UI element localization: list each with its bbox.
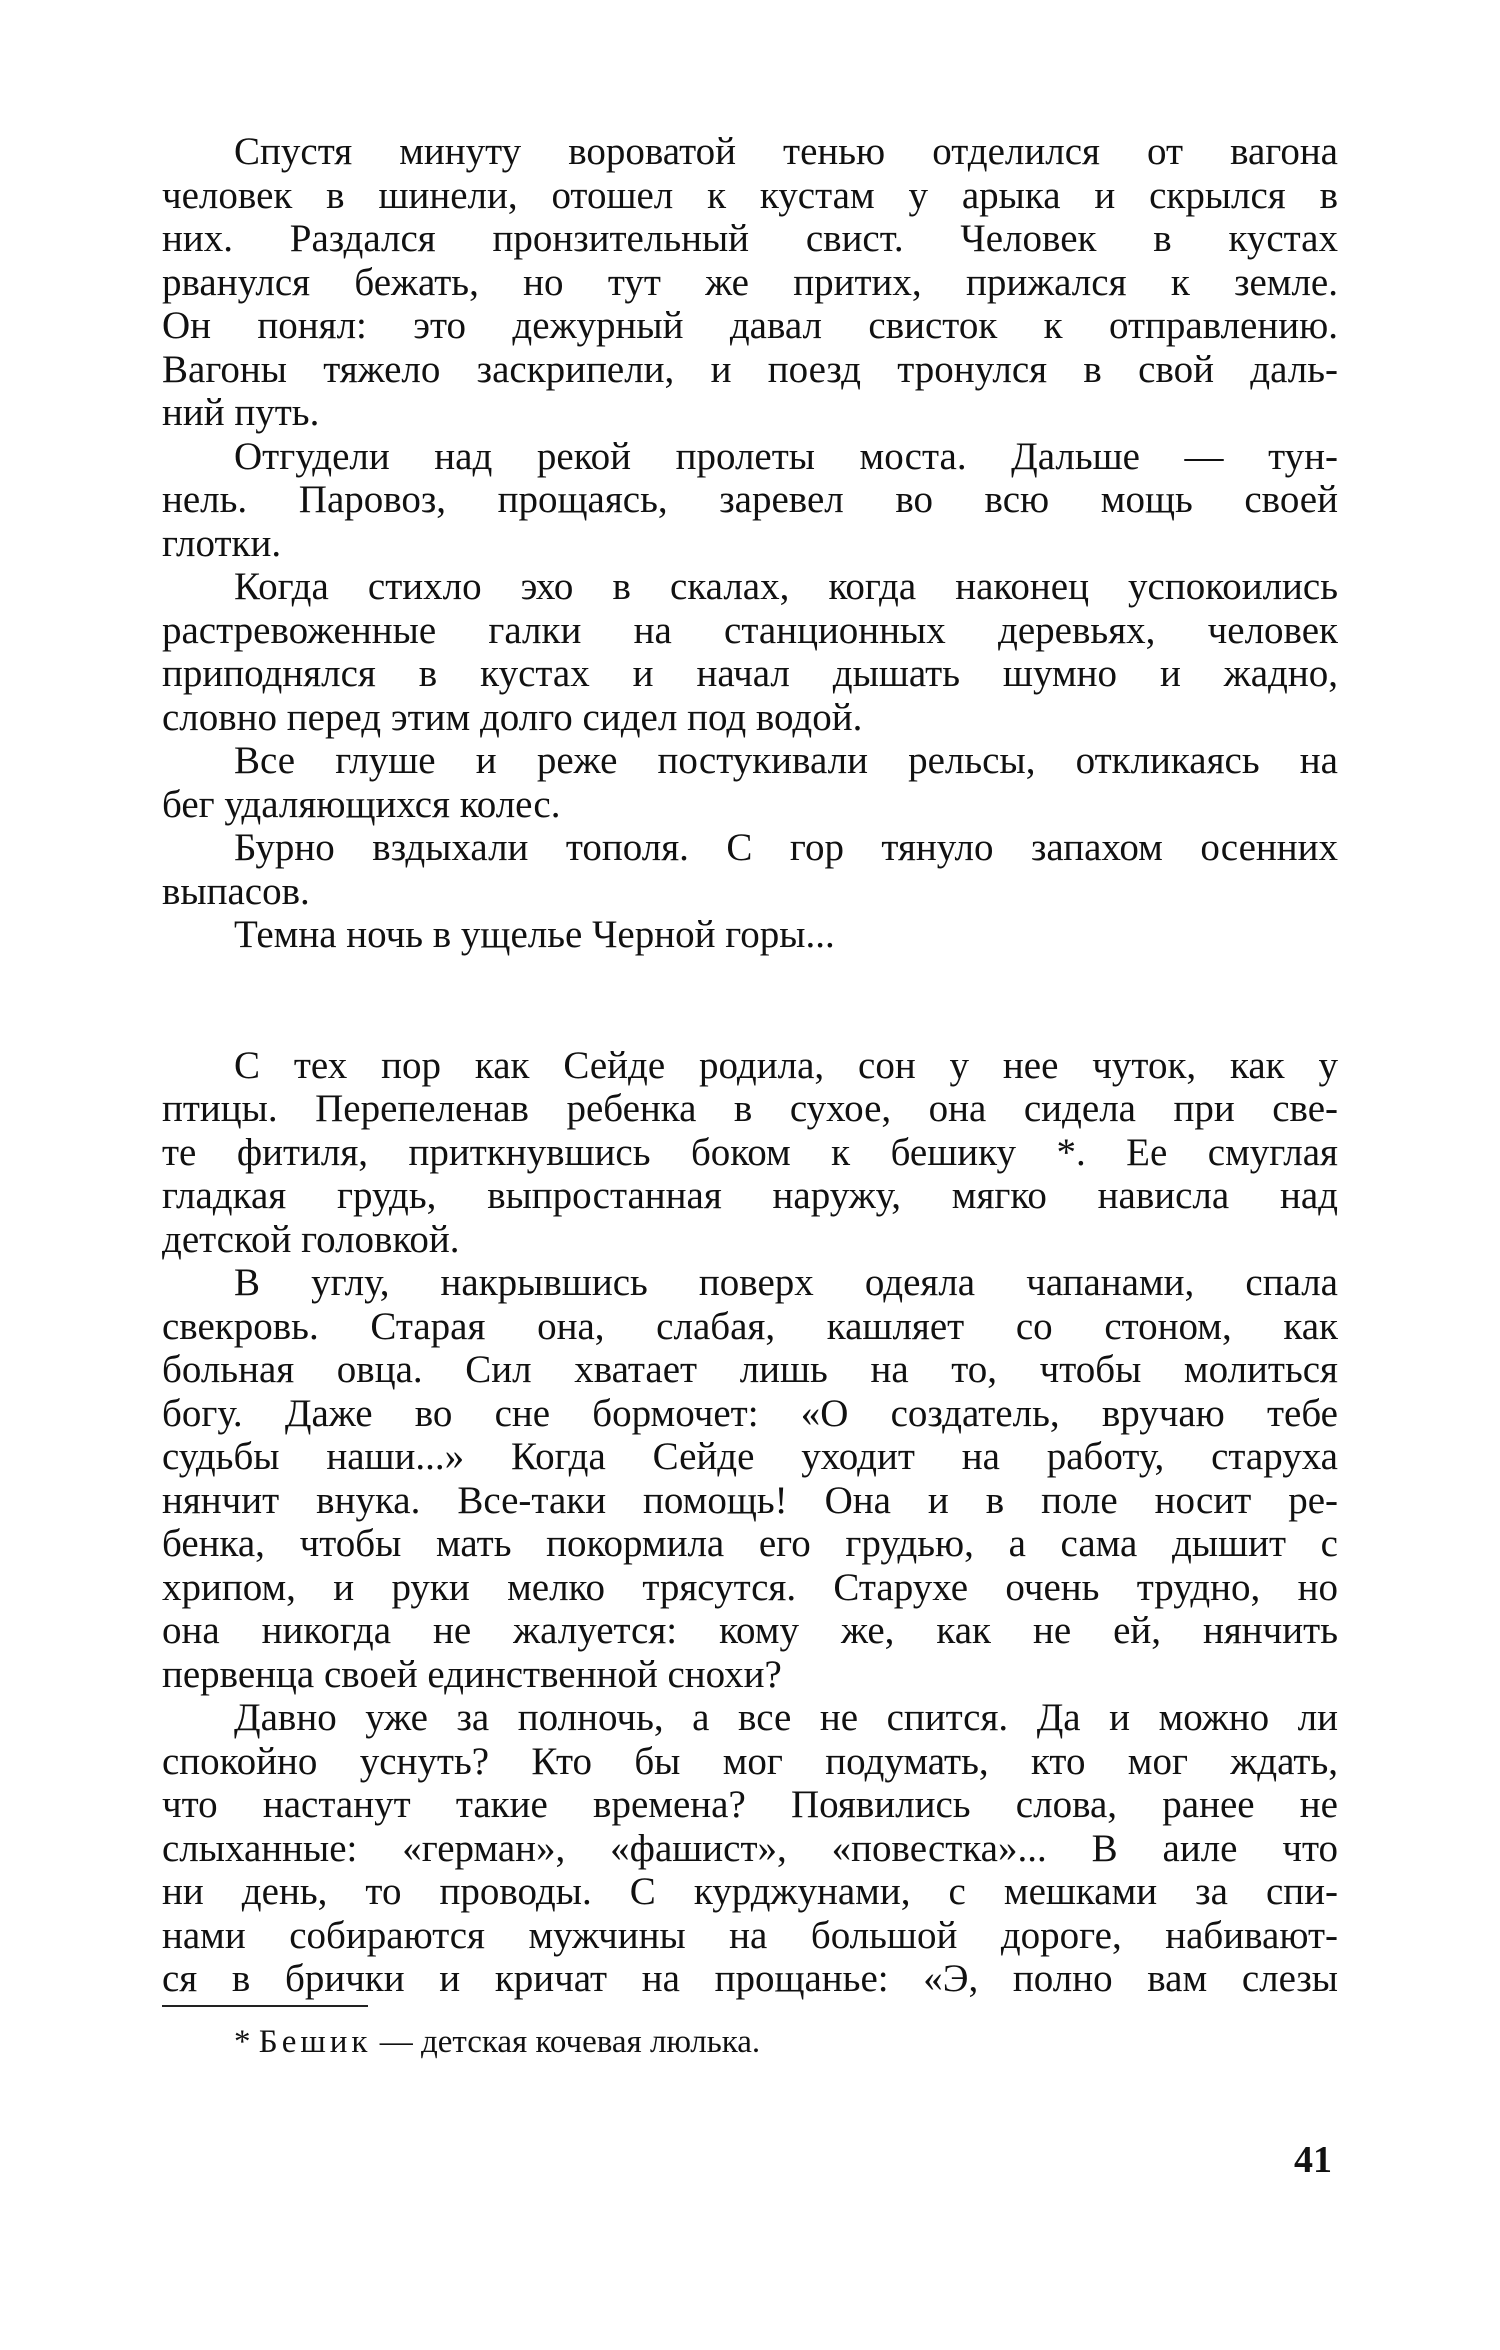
text-line: первенца своей единственной снохи? <box>162 1652 782 1696</box>
paragraph <box>162 826 1338 913</box>
text-line: ся в брички и кричат на прощанье: «Э, полно вам слезы <box>162 1957 1338 2000</box>
text-line: ний путь. <box>162 391 320 434</box>
text-line: те фитиля, приткнувшись боком к бешику *. Ее смуглая <box>162 1130 1338 1174</box>
text-line: Когда стихло эхо в скалах, когда наконец успокоились <box>234 565 1338 608</box>
paragraph <box>162 739 1338 826</box>
text-line: больная овца. Сил хватает лишь на то, чтобы молиться <box>162 1348 1338 1391</box>
text-line: глотки. <box>162 521 282 565</box>
text-line: нель. Паровоз, прощаясь, заревел во всю мощь своей <box>162 478 1338 521</box>
text-line: Вагоны тяжело заскрипели, и поезд тронулся в свой даль- <box>162 347 1338 391</box>
text-line: словно перед этим долго сидел под водой. <box>162 695 863 739</box>
paragraph <box>162 565 1338 739</box>
footnote-marker: * <box>234 2024 251 2060</box>
text-line: С тех пор как Сейде родила, сон у нее чуток, как у <box>234 1043 1338 1087</box>
text-line: Все глуше и реже постукивали рельсы, откликаясь на <box>234 739 1338 782</box>
text-line: Отгудели над рекой пролеты моста. Дальше — тун- <box>234 434 1338 478</box>
paragraph <box>162 130 1338 435</box>
text-line: спокойно уснуть? Кто бы мог подумать, кто мог ждать, <box>162 1739 1338 1783</box>
footnote-rule <box>162 2005 368 2007</box>
text-line: что настанут такие времена? Появились слова, ранее не <box>162 1783 1338 1826</box>
text-line: слыханные: «герман», «фашист», «повестка»... В аиле что <box>162 1826 1338 1870</box>
text-line: Темна ночь в ущелье Черной горы... <box>234 913 835 956</box>
text-line: хрипом, и руки мелко трясутся. Старухе очень трудно, но <box>162 1565 1338 1609</box>
text-line: судьбы наши...» Когда Сейде уходит на работу, старуха <box>162 1435 1338 1478</box>
footnote <box>234 2022 760 2062</box>
paragraph <box>162 1696 1338 2001</box>
text-line: бег удаляющихся колес. <box>162 782 561 826</box>
text-line: свекровь. Старая она, слабая, кашляет со стоном, как <box>162 1304 1338 1348</box>
text-line: нами собираются мужчины на большой дороге, набивают- <box>162 1913 1338 1957</box>
text-line: бенка, чтобы мать покормила его грудью, а сама дышит с <box>162 1522 1338 1565</box>
paragraph <box>162 1044 1338 1262</box>
text-line: Бурно вздыхали тополя. С гор тянуло запахом осенних <box>234 826 1338 869</box>
text-line: выпасов. <box>162 869 310 913</box>
paragraph <box>162 913 1338 957</box>
paragraph <box>162 435 1338 566</box>
text-line: приподнялся в кустах и начал дышать шумно и жадно, <box>162 652 1338 695</box>
text-line: них. Раздался пронзительный свист. Человек в кустах <box>162 217 1338 260</box>
text-line: Давно уже за полночь, а все не спится. Да и можно ли <box>234 1696 1338 1739</box>
page-body <box>162 130 1338 2001</box>
text-line: она никогда не жалуется: кому же, как не ей, нянчить <box>162 1609 1338 1652</box>
paragraph <box>162 1261 1338 1696</box>
text-line: Он понял: это дежурный давал свисток к отправлению. <box>162 304 1338 347</box>
text-line: гладкая грудь, выпростанная наружу, мягко нависла над <box>162 1174 1338 1217</box>
text-line: человек в шинели, отошел к кустам у арыка и скрылся в <box>162 173 1338 217</box>
text-line: богу. Даже во сне бормочет: «О создатель, вручаю тебе <box>162 1391 1338 1435</box>
text-line: детской головкой. <box>162 1217 460 1261</box>
text-line: нянчит внука. Все-таки помощь! Она и в поле носит ре- <box>162 1478 1338 1522</box>
text-line: В углу, накрывшись поверх одеяла чапанами, спала <box>234 1261 1338 1304</box>
text-line: птицы. Перепеленав ребенка в сухое, она сидела при све- <box>162 1087 1338 1130</box>
footnote-term: Бешик <box>258 2024 372 2060</box>
section-break <box>162 957 1338 1044</box>
text-line: Спустя минуту вороватой тенью отделился от вагона <box>234 130 1338 173</box>
text-line: ни день, то проводы. С курджунами, с мешками за спи- <box>162 1870 1338 1913</box>
page-number: 41 <box>1294 2139 1332 2181</box>
footnote-text: — детская кочевая люлька. <box>379 2024 761 2060</box>
text-line: растревоженные галки на станционных деревьях, человек <box>162 608 1338 652</box>
text-line: рванулся бежать, но тут же притих, прижался к земле. <box>162 260 1338 304</box>
